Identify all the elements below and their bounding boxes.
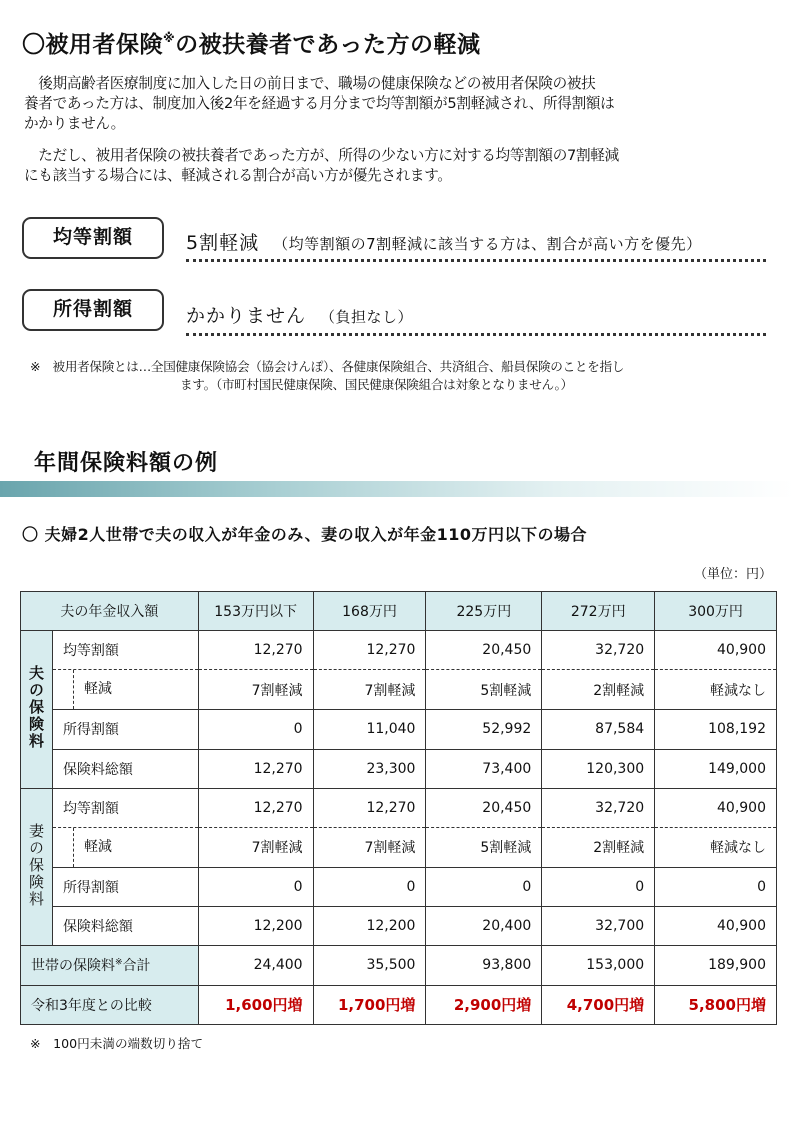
section-title-employee-insurance: 〇被用者保険※の被扶養者であった方の軽減 xyxy=(22,31,481,58)
section-title-annual-premium-example: 年間保険料額の例 xyxy=(34,451,219,476)
table-cell: 20,450 xyxy=(426,788,542,827)
table-cell: 12,200 xyxy=(198,907,313,946)
table-row xyxy=(21,867,777,906)
table-cell: 5割軽減 xyxy=(426,827,542,867)
table-header-row xyxy=(21,592,777,631)
dotted-underline xyxy=(186,259,766,262)
paragraph-explanation: 後期高齢者医療制度に加入した日の前日まで、職場の健康保険などの被用者保険の被扶 養者であった方は、制度加入後2年を経過する月分まで均等割額が5割軽減され、所得割額は かかりません。 xyxy=(24,75,615,132)
paragraph-priority-note: ただし、被用者保険の被扶養者であった方が、所得の少ない方に対する均等割額の7割軽減 にも該当する場合には、軽減される割合が高い方が優先されます。 xyxy=(24,147,619,184)
table-row xyxy=(21,827,777,867)
table-row xyxy=(21,710,777,749)
table-row xyxy=(21,985,777,1024)
table-cell: 32,700 xyxy=(542,907,655,946)
table-cell: 軽減なし xyxy=(655,827,777,867)
husband-premium-group-label: 夫の保険料 xyxy=(21,631,53,789)
row-label-income: 所得割額 xyxy=(52,867,198,906)
table-row xyxy=(21,788,777,827)
table-cell: 20,450 xyxy=(426,631,542,670)
header-col: 168万円 xyxy=(313,592,426,631)
table-row xyxy=(21,631,777,670)
table-cell: 32,720 xyxy=(542,788,655,827)
table-cell: 149,000 xyxy=(655,749,777,788)
table-row xyxy=(21,907,777,946)
row-label-equal: 均等割額 xyxy=(52,788,198,827)
table-cell: 12,200 xyxy=(313,907,426,946)
table-cell: 23,300 xyxy=(313,749,426,788)
table-cell: 93,800 xyxy=(426,946,542,985)
table-cell: 0 xyxy=(198,867,313,906)
table-cell: 7割軽減 xyxy=(198,827,313,867)
table-cell: 軽減なし xyxy=(655,670,777,710)
income-share-reduction-text: かかりません （負担なし） xyxy=(186,305,414,327)
table-cell: 0 xyxy=(542,867,655,906)
wife-premium-group-label: 妻の保険料 xyxy=(21,788,53,946)
table-cell: 12,270 xyxy=(313,631,426,670)
header-col: 153万円以下 xyxy=(198,592,313,631)
row-label-total: 保険料総額 xyxy=(52,749,198,788)
table-cell: 7割軽減 xyxy=(313,670,426,710)
increase-cell: 2,900円増 xyxy=(426,985,542,1024)
annual-premium-table xyxy=(20,591,777,1025)
table-row xyxy=(21,670,777,710)
rounding-footnote: ※ 100円未満の端数切り捨て xyxy=(30,1036,204,1051)
table-cell: 52,992 xyxy=(426,710,542,749)
table-cell: 5割軽減 xyxy=(426,670,542,710)
increase-cell: 4,700円増 xyxy=(542,985,655,1024)
table-cell: 2割軽減 xyxy=(542,827,655,867)
unit-label: （単位：円） xyxy=(693,567,772,582)
table-row xyxy=(21,749,777,788)
example-condition-subtitle: 〇 夫婦2人世帯で夫の収入が年金のみ、妻の収入が年金110万円以下の場合 xyxy=(22,525,588,544)
decorative-gradient-band xyxy=(0,481,794,497)
header-col: 272万円 xyxy=(542,592,655,631)
row-label-income: 所得割額 xyxy=(52,710,198,749)
increase-cell: 1,700円増 xyxy=(313,985,426,1024)
table-cell: 7割軽減 xyxy=(198,670,313,710)
table-cell: 2割軽減 xyxy=(542,670,655,710)
household-total-label: 世帯の保険料※合計 xyxy=(21,946,199,985)
table-cell: 40,900 xyxy=(655,907,777,946)
table-cell: 0 xyxy=(426,867,542,906)
table-cell: 40,900 xyxy=(655,788,777,827)
table-cell: 20,400 xyxy=(426,907,542,946)
row-label-equal: 均等割額 xyxy=(52,631,198,670)
table-cell: 7割軽減 xyxy=(313,827,426,867)
dotted-underline xyxy=(186,333,766,336)
comparison-label: 令和3年度との比較 xyxy=(21,985,199,1024)
table-cell: 87,584 xyxy=(542,710,655,749)
equal-share-label-box: 均等割額 xyxy=(22,217,164,259)
table-cell: 12,270 xyxy=(198,631,313,670)
table-cell: 32,720 xyxy=(542,631,655,670)
table-cell: 11,040 xyxy=(313,710,426,749)
table-cell: 12,270 xyxy=(198,788,313,827)
table-cell: 35,500 xyxy=(313,946,426,985)
table-cell: 12,270 xyxy=(198,749,313,788)
row-label-reduction: 軽減 xyxy=(52,827,198,867)
table-cell: 0 xyxy=(313,867,426,906)
row-label-total: 保険料総額 xyxy=(52,907,198,946)
table-cell: 189,900 xyxy=(655,946,777,985)
increase-cell: 1,600円増 xyxy=(198,985,313,1024)
header-col: 300万円 xyxy=(655,592,777,631)
row-label-reduction: 軽減 xyxy=(52,670,198,710)
table-row xyxy=(21,946,777,985)
equal-share-reduction-text: 5割軽減 （均等割額の7割軽減に該当する方は、割合が高い方を優先） xyxy=(186,232,702,254)
table-cell: 40,900 xyxy=(655,631,777,670)
employee-insurance-definition-note: ※ 被用者保険とは…全国健康保険協会（協会けんぽ）、各健康保険組合、共済組合、船員保険のことを指し ます。（市町村国民健康保険、国民健康保険組合は対象となりません。） xyxy=(30,359,625,392)
table-cell: 12,270 xyxy=(313,788,426,827)
increase-cell: 5,800円増 xyxy=(655,985,777,1024)
table-cell: 120,300 xyxy=(542,749,655,788)
table-cell: 108,192 xyxy=(655,710,777,749)
header-col: 225万円 xyxy=(426,592,542,631)
table-cell: 73,400 xyxy=(426,749,542,788)
income-share-label-box: 所得割額 xyxy=(22,289,164,331)
header-husband-pension: 夫の年金収入額 xyxy=(21,592,199,631)
table-cell: 153,000 xyxy=(542,946,655,985)
table-cell: 0 xyxy=(655,867,777,906)
table-cell: 24,400 xyxy=(198,946,313,985)
table-cell: 0 xyxy=(198,710,313,749)
